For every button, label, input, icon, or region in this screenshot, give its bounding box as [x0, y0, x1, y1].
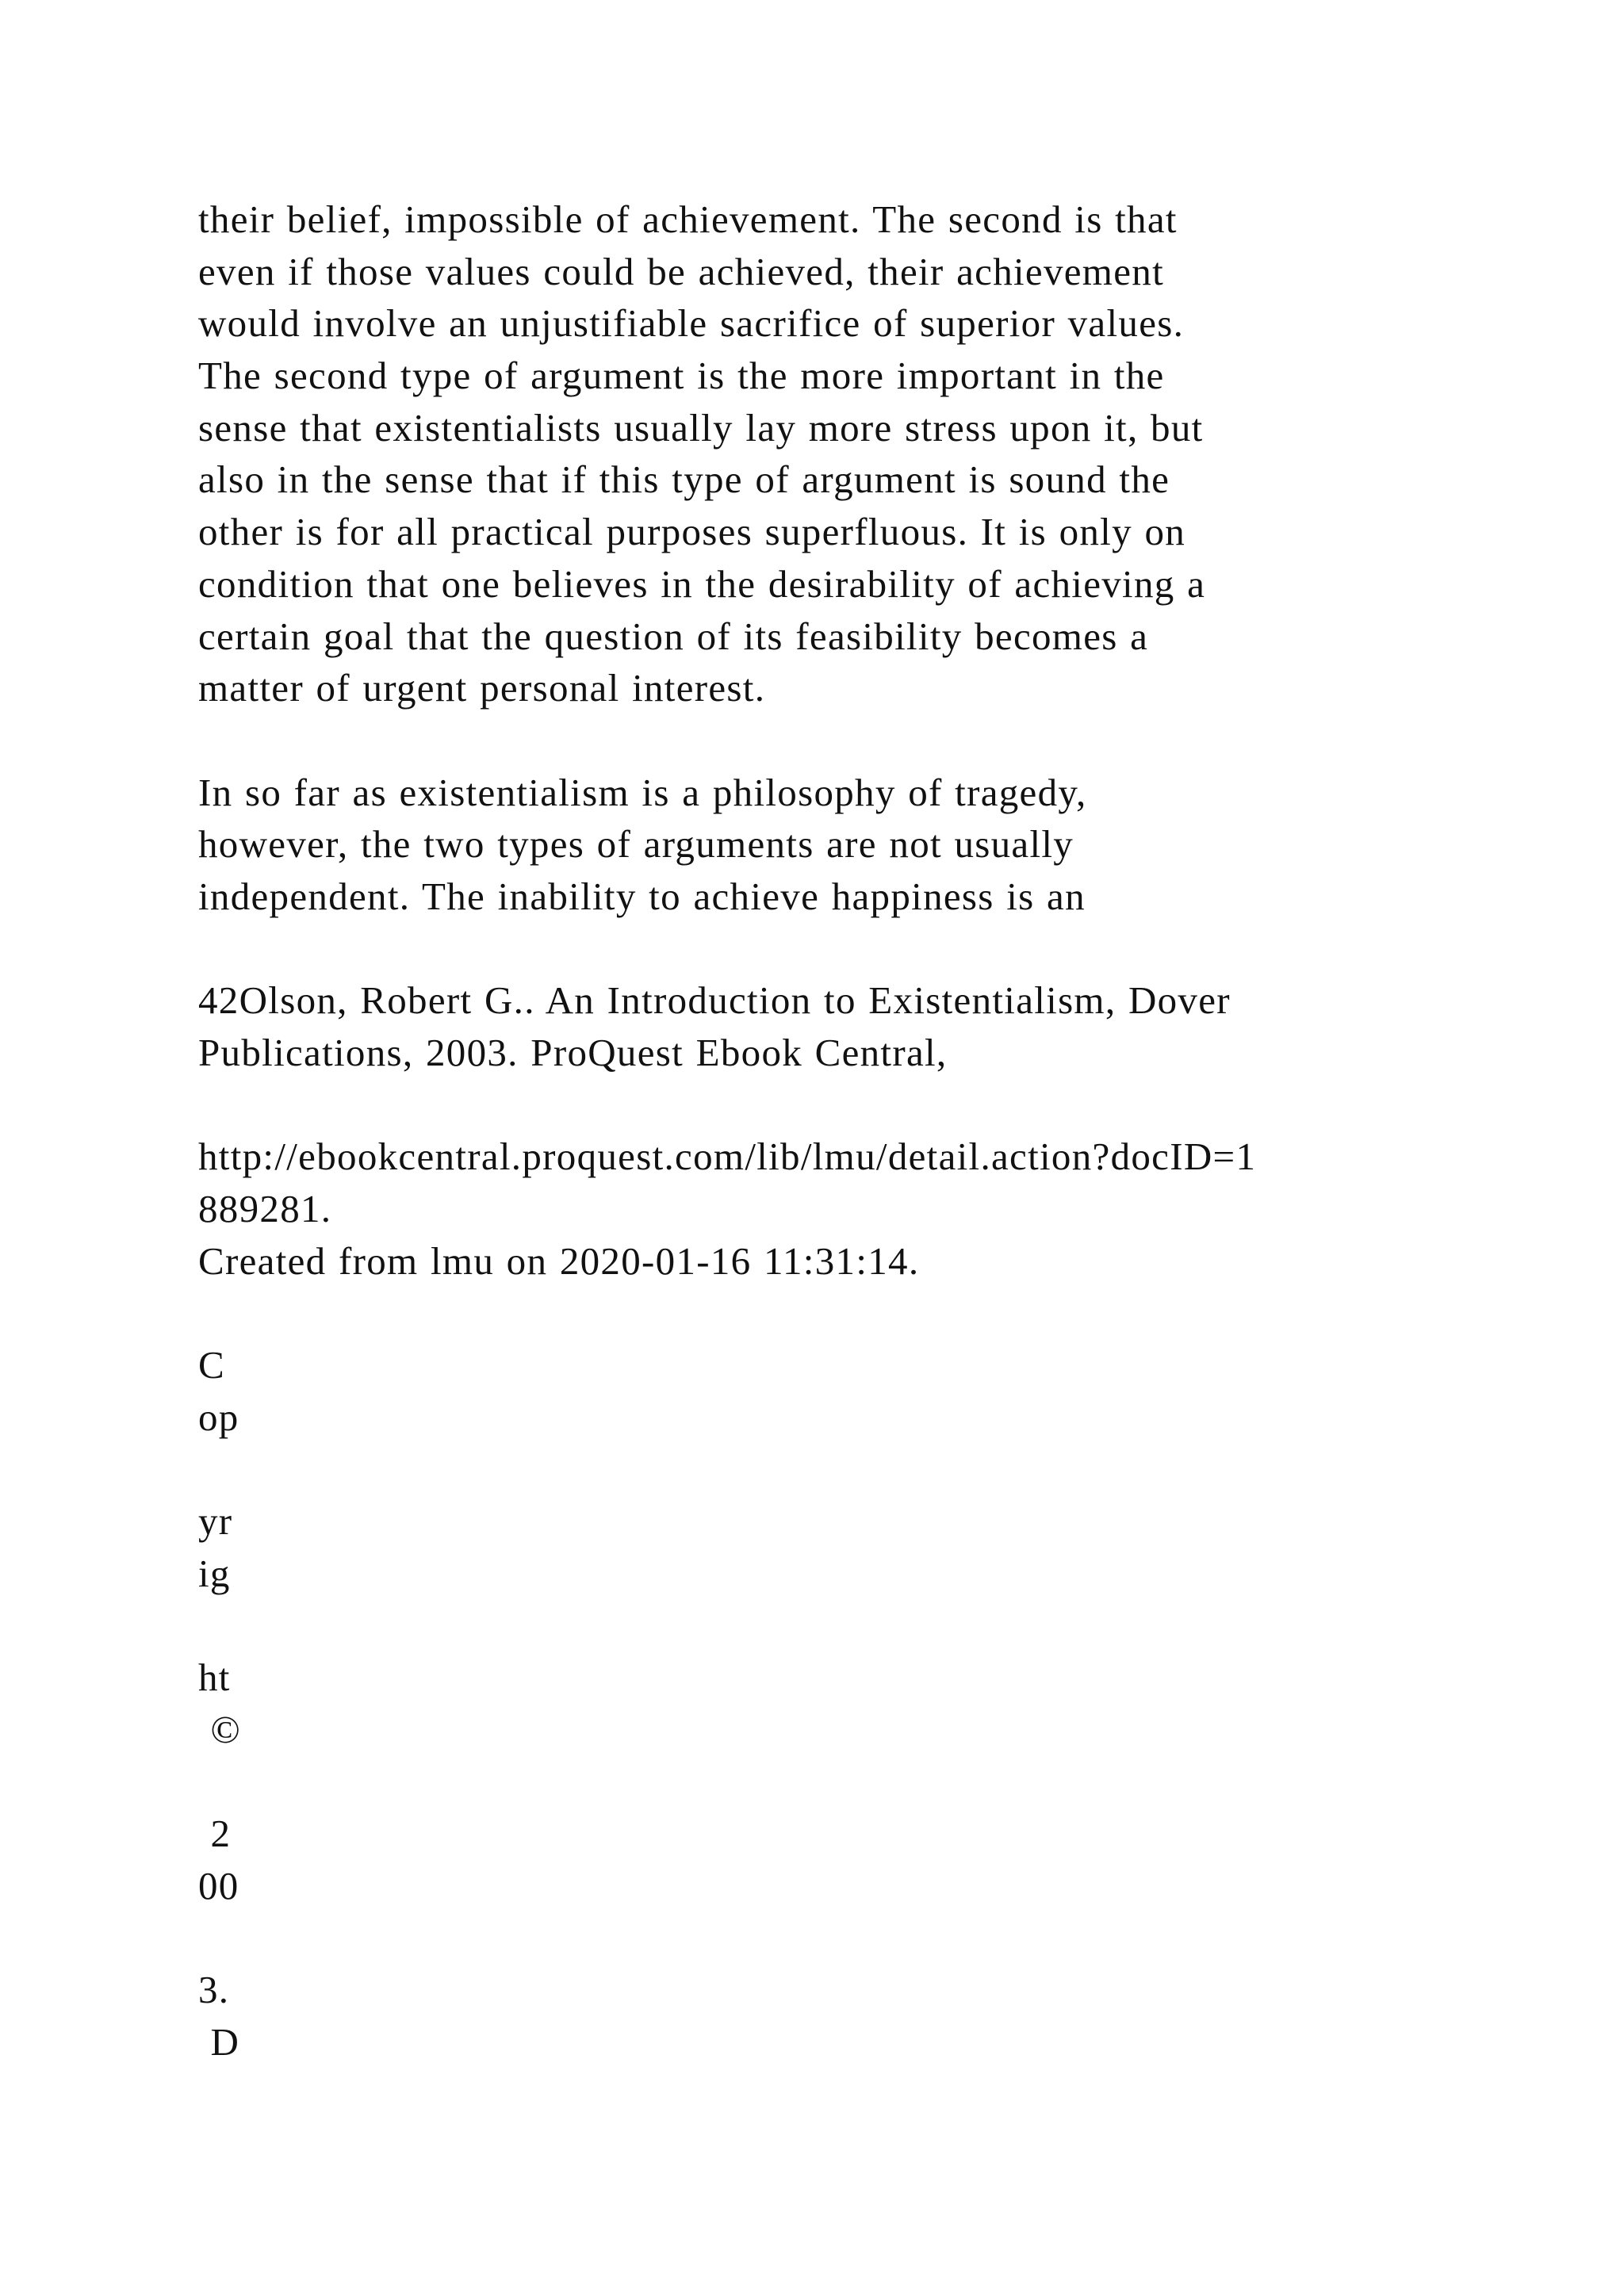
text-line: matter of urgent personal interest.: [198, 666, 766, 710]
text-line: In so far as existentialism is a philosophy of tragedy,: [198, 770, 1087, 814]
blank-line: [198, 923, 1578, 975]
citation-line: Publications, 2003. ProQuest Ebook Central,: [198, 1031, 948, 1074]
copyright-fragment: op: [198, 1395, 239, 1439]
copyright-fragment: ht: [198, 1655, 231, 1700]
blank-line: [198, 714, 1578, 767]
text-line: sense that existentialists usually lay more stress upon it, but: [198, 405, 1204, 450]
blank-line: [198, 1287, 1578, 1339]
copyright-fragment: C: [198, 1343, 225, 1387]
copyright-fragment: ©: [198, 1707, 242, 1751]
copyright-fragment: yr: [198, 1499, 233, 1544]
document-text: [198, 193, 1578, 2068]
citation-url: http://ebookcentral.proquest.com/lib/lmu/detail.action?docID=1: [198, 1135, 1257, 1179]
blank-line: [198, 1600, 1578, 1652]
text-line: other is for all practical purposes superfluous. It is only on: [198, 510, 1186, 554]
copyright-fragment: D: [198, 2020, 240, 2064]
copyright-fragment: 00: [198, 1864, 239, 1908]
copyright-fragment: 2: [198, 1812, 232, 1856]
text-line: condition that one believes in the desirability of achieving a: [198, 561, 1206, 606]
copyright-fragment: 3.: [198, 1968, 230, 2012]
blank-line: [198, 1912, 1578, 1965]
text-line: independent. The inability to achieve happiness is an: [198, 874, 1086, 918]
text-line: however, the two types of arguments are not usually: [198, 822, 1074, 867]
text-line: would involve an unjustifiable sacrifice of superior values.: [198, 301, 1185, 346]
blank-line: [198, 1444, 1578, 1496]
citation-url: 889281.: [198, 1187, 332, 1231]
text-line: even if those values could be achieved, their achievement: [198, 249, 1164, 293]
text-line: their belief, impossible of achievement. The second is that: [198, 197, 1178, 241]
text-line: also in the sense that if this type of argument is sound the: [198, 457, 1170, 502]
text-line: The second type of argument is the more important in the: [198, 354, 1165, 398]
blank-line: [198, 1756, 1578, 1808]
created-from-line: Created from lmu on 2020-01-16 11:31:14.: [198, 1238, 920, 1283]
text-line: certain goal that the question of its feasibility becomes a: [198, 614, 1149, 658]
citation-line: 42Olson, Robert G.. An Introduction to Existentialism, Dover: [198, 978, 1231, 1023]
copyright-fragment: ig: [198, 1551, 231, 1595]
blank-line: [198, 1079, 1578, 1131]
